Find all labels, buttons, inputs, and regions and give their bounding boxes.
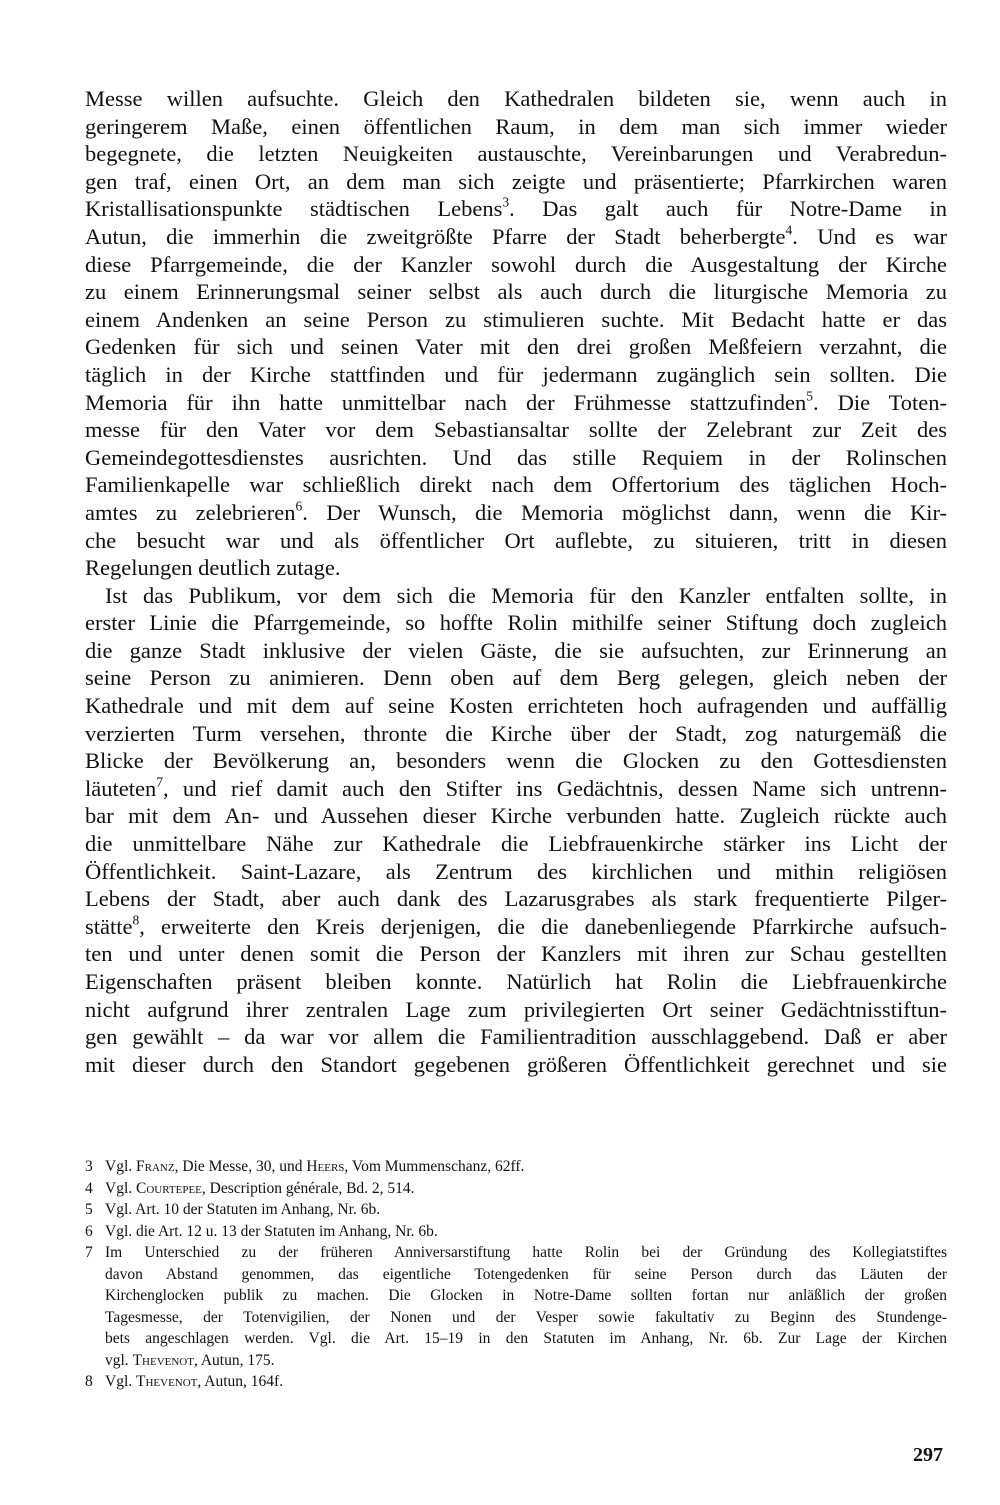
text-line	[85, 1051, 947, 1079]
text-segment: geringerem Maße, einen öffentlichen Raum, in dem man sich immer wieder	[85, 113, 947, 139]
text-segment: , und rief damit auch den Stifter ins Gedächtnis, dessen Name sich untrenn-	[162, 775, 947, 801]
text-segment: Gedenken für sich und seinen Vater mit den drei großen Meßfeiern verzahnt, die	[85, 334, 947, 360]
footnote-line	[85, 1264, 947, 1286]
footnote-text: Tagesmesse, der Totenvigilien, der Nonen und der Vesper sowie fakultativ zu Beginn des Stundenge-	[105, 1308, 947, 1326]
author-name: Thevenot	[132, 1351, 194, 1369]
author-name: Heers	[306, 1158, 345, 1175]
footnote-reference: 5	[806, 388, 814, 404]
footnote-number: 8	[85, 1373, 93, 1390]
text-line	[85, 968, 947, 996]
text-segment: Blicke der Bevölkerung an, besonders wenn die Glocken zu den Gottesdiensten	[85, 748, 947, 774]
text-line	[85, 664, 947, 692]
text-segment: täglich in der Kirche stattfinden und für jedermann zugänglich sein sollten. Die	[85, 361, 947, 387]
footnote-text: bets angeschlagen werden. Vgl. die Art. 15–19 in den Statuten im Anhang, Nr. 6b. Zur Lage der Kirchen	[105, 1330, 947, 1347]
text-segment: Ist das Publikum, vor dem sich die Memoria für den Kanzler entfalten sollte, in	[105, 582, 947, 608]
text-line	[85, 416, 947, 444]
text-segment: verzierten Turm versehen, thronte die Kirche über der Stadt, zog naturgemäß die	[85, 720, 947, 746]
text-line	[85, 775, 947, 803]
text-segment: Messe willen aufsuchte. Gleich den Kathedralen bildeten sie, wenn auch in	[85, 86, 947, 111]
footnote-reference: 7	[156, 774, 163, 790]
text-line	[85, 858, 947, 886]
author-name: Courtepee	[136, 1179, 202, 1197]
text-segment: Eigenschaften präsent bleiben konnte. Natürlich hat Rolin die Liebfrauenkirche	[85, 969, 947, 994]
footnote-text: Kirchenglocken publik zu machen. Die Glocken in Notre-Dame sollten fortan nur anläßlich der großen	[105, 1287, 947, 1304]
text-segment: . Der Wunsch, die Memoria möglichst dann, wenn die Kir-	[302, 499, 947, 525]
footnote-line	[85, 1285, 947, 1307]
footnote-text: davon Abstand genommen, das eigentliche Totengedenken für seine Person durch das Läuten der	[105, 1265, 947, 1283]
footnote-line	[85, 1328, 947, 1350]
text-line	[85, 251, 947, 279]
footnote-text: Vgl. Art. 10 der Statuten im Anhang, Nr. 6b.	[105, 1201, 381, 1218]
text-segment: die ganze Stadt inklusive der vielen Gäste, die sie aufsuchten, zur Erinnerung an	[85, 637, 947, 663]
footnote-line	[85, 1178, 947, 1200]
text-segment: läuteten	[85, 775, 157, 801]
footnote-text: vgl.	[105, 1351, 133, 1369]
footnote-text: , Autun, 164f.	[197, 1373, 284, 1390]
text-segment: die unmittelbare Nähe zur Kathedrale die Liebfrauenkirche stärker ins Licht der	[85, 831, 947, 857]
text-line	[85, 499, 947, 527]
text-segment: . Und es war	[792, 223, 947, 249]
text-segment: Kathedrale und mit dem auf seine Kosten errichteten hoch aufragenden und auffällig	[85, 693, 947, 719]
text-line	[85, 885, 947, 913]
footnote-text: , Die Messe, 30, und	[174, 1158, 307, 1175]
footnote-text: Im Unterschied zu der früheren Anniversarstiftung hatte Rolin bei der Gründung des Kollegiatstiftes	[105, 1244, 947, 1261]
text-line	[85, 830, 947, 858]
text-line	[85, 692, 947, 720]
text-line	[85, 802, 947, 830]
footnote-line	[85, 1350, 947, 1372]
text-segment: che besucht war und als öffentlicher Ort auflebte, zu situieren, tritt in diesen	[85, 527, 947, 553]
text-segment: Memoria für ihn hatte unmittelbar nach der Frühmesse stattzufinden	[85, 389, 807, 415]
text-segment: zu einem Erinnerungsmal seiner selbst als auch durch die liturgische Memoria zu	[85, 279, 947, 305]
footnote-line	[85, 1199, 947, 1221]
text-line	[85, 223, 947, 251]
text-line	[85, 195, 947, 223]
text-line	[85, 720, 947, 748]
footnotes	[85, 1156, 947, 1393]
text-segment: gen traf, einen Ort, an dem man sich zeigte und präsentierte; Pfarrkirchen waren	[85, 168, 947, 194]
text-segment: messe für den Vater vor dem Sebastiansaltar sollte der Zelebrant zur Zeit des	[85, 417, 947, 443]
footnote-number: 6	[85, 1222, 93, 1240]
text-line	[85, 1023, 947, 1051]
text-line	[85, 609, 947, 637]
text-segment: gen gewählt – da war vor allem die Familientradition ausschlaggebend. Daß er aber	[85, 1024, 947, 1050]
text-line	[85, 389, 947, 417]
footnote-number: 4	[85, 1179, 93, 1197]
text-segment: amtes zu zelebrieren	[85, 499, 296, 525]
text-segment: diese Pfarrgemeinde, die der Kanzler sowohl durch die Ausgestaltung der Kirche	[85, 251, 947, 277]
footnote-reference: 8	[132, 912, 140, 928]
text-line	[85, 527, 947, 555]
text-line	[85, 637, 947, 665]
footnote-reference: 3	[502, 194, 510, 210]
text-segment: stätte	[85, 913, 133, 939]
author-name: Thevenot	[136, 1373, 198, 1390]
footnote-line	[85, 1156, 947, 1178]
text-segment: . Die Toten-	[813, 389, 948, 415]
footnote-text: Vgl.	[105, 1179, 136, 1197]
text-line	[85, 940, 947, 968]
footnote-text: , Description générale, Bd. 2, 514.	[201, 1179, 415, 1197]
text-segment: . Das galt auch für Notre-Dame in	[509, 196, 947, 222]
author-name: Franz	[136, 1158, 175, 1175]
footnote-number: 3	[85, 1158, 93, 1175]
text-segment: , erweiterte den Kreis derjenigen, die die danebenliegende Pfarrkirche aufsuch-	[139, 913, 947, 939]
footnote-line	[85, 1221, 947, 1243]
text-line	[85, 278, 947, 306]
text-segment: Regelungen deutlich zutage.	[85, 555, 341, 581]
text-line	[85, 471, 947, 499]
text-segment: Familienkapelle war schließlich direkt nach dem Offertorium des täglichen Hoch-	[85, 472, 947, 498]
text-line	[85, 85, 947, 113]
footnote-text: , Autun, 175.	[193, 1351, 275, 1369]
body-text	[85, 85, 947, 1078]
text-segment: seine Person zu animieren. Denn oben auf dem Berg gelegen, gleich neben der	[85, 665, 947, 691]
text-line	[85, 554, 947, 582]
footnote-line	[85, 1307, 947, 1329]
text-line	[85, 140, 947, 168]
text-segment: mit dieser durch den Standort gegebenen größeren Öffentlichkeit gerechnet und sie	[85, 1051, 947, 1077]
text-segment: Lebens der Stadt, aber auch dank des Lazarusgrabes als stark frequentierte Pilger-	[85, 886, 947, 912]
text-line	[85, 113, 947, 141]
text-segment: Autun, die immerhin die zweitgrößte Pfarre der Stadt beherbergte	[85, 223, 786, 249]
text-line	[85, 996, 947, 1024]
footnote-reference: 4	[785, 222, 793, 238]
footnote-text: , Vom Mummenschanz, 62ff.	[344, 1158, 525, 1175]
text-segment: einem Andenken an seine Person zu stimulieren suchte. Mit Bedacht hatte er das	[85, 306, 947, 332]
footnote-number: 5	[85, 1201, 93, 1218]
text-segment: erster Linie die Pfarrgemeinde, so hoffte Rolin mithilfe seiner Stiftung doch zugleich	[85, 610, 947, 636]
footnote-number: 7	[85, 1244, 93, 1261]
footnote-text: Vgl.	[105, 1373, 136, 1390]
text-segment: Gemeindegottesdienstes ausrichten. Und das stille Requiem in der Rolinschen	[85, 444, 947, 470]
text-segment: Kristallisationspunkte städtischen Lebens	[85, 196, 503, 222]
text-line	[85, 747, 947, 775]
text-line	[85, 444, 947, 472]
text-segment: Öffentlichkeit. Saint-Lazare, als Zentrum des kirchlichen und mithin religiösen	[85, 858, 947, 884]
text-line	[85, 913, 947, 941]
footnote-text: Vgl.	[105, 1158, 136, 1175]
text-segment: ten und unter denen somit die Person der Kanzlers mit ihren zur Schau gestellten	[85, 941, 947, 967]
footnote-reference: 6	[295, 498, 303, 514]
text-segment: begegnete, die letzten Neuigkeiten austauschte, Vereinbarungen und Verabredun-	[85, 141, 947, 167]
footnote-line	[85, 1242, 947, 1264]
text-line	[85, 333, 947, 361]
footnote-text: Vgl. die Art. 12 u. 13 der Statuten im Anhang, Nr. 6b.	[105, 1222, 438, 1240]
footnote-line	[85, 1371, 947, 1393]
text-line	[85, 168, 947, 196]
text-line	[85, 306, 947, 334]
text-segment: bar mit dem An- und Aussehen dieser Kirche verbunden hatte. Zugleich rückte auch	[85, 803, 947, 829]
text-line	[85, 361, 947, 389]
text-segment: nicht aufgrund ihrer zentralen Lage zum privilegierten Ort seiner Gedächtnisstiftun-	[85, 996, 947, 1022]
text-line	[85, 582, 947, 610]
page-number: 297	[913, 1444, 943, 1466]
